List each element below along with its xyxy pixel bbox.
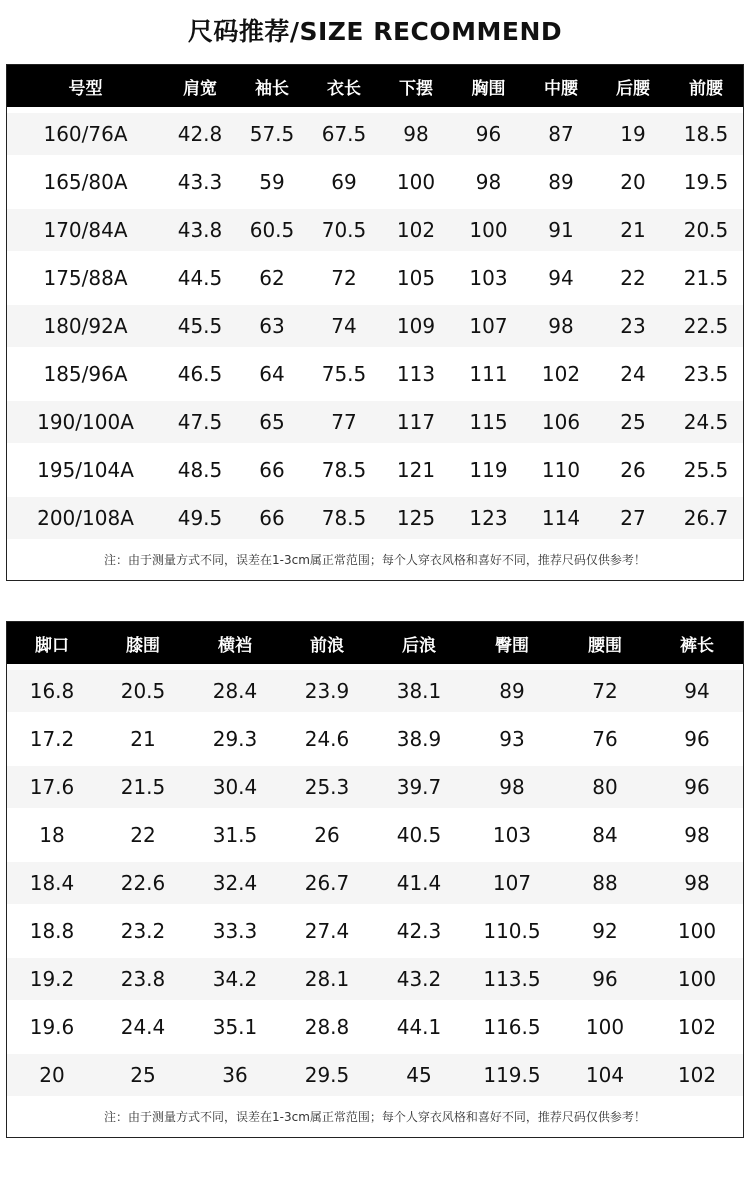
table-cell: 21 [597,206,669,254]
table-cell: 110 [525,446,597,494]
table-cell: 25 [597,398,669,446]
table-cell: 25.3 [281,763,373,811]
table-cell: 98 [452,158,525,206]
table-cell: 94 [651,667,743,715]
table-cell: 87 [525,110,597,158]
table-cell: 64 [236,350,308,398]
table-cell: 98 [525,302,597,350]
top-size-table [7,65,743,539]
table-cell: 47.5 [164,398,236,446]
table-cell: 32.4 [189,859,281,907]
table-cell: 23.5 [669,350,743,398]
col-header: 膝围 [97,622,189,667]
table-cell: 74 [308,302,380,350]
table-cell: 43.3 [164,158,236,206]
table-row [7,350,743,398]
table-cell: 121 [380,446,452,494]
table-cell: 78.5 [308,494,380,539]
col-header: 胸围 [452,65,525,110]
top-table-body [7,110,743,539]
table-cell: 119 [452,446,525,494]
table-cell: 96 [452,110,525,158]
table-cell: 105 [380,254,452,302]
table-cell: 43.8 [164,206,236,254]
table-cell: 106 [525,398,597,446]
table-row [7,494,743,539]
row-label-cell: 20 [7,1051,97,1096]
table-row [7,302,743,350]
bottom-table-body [7,667,743,1096]
table-cell: 96 [651,715,743,763]
col-header: 横裆 [189,622,281,667]
col-header: 肩宽 [164,65,236,110]
table-cell: 116.5 [465,1003,559,1051]
table-row [7,811,743,859]
table-cell: 104 [559,1051,651,1096]
table-cell: 67.5 [308,110,380,158]
table-cell: 24.5 [669,398,743,446]
page-title: 尺码推荐/SIZE RECOMMEND [187,17,563,46]
table-cell: 31.5 [189,811,281,859]
row-label-cell: 190/100A [7,398,164,446]
table-row [7,763,743,811]
row-label-cell: 16.8 [7,667,97,715]
top-table-header-row [7,65,743,110]
table-cell: 63 [236,302,308,350]
row-label-cell: 170/84A [7,206,164,254]
table-cell: 23.2 [97,907,189,955]
table-cell: 70.5 [308,206,380,254]
table-cell: 100 [651,955,743,1003]
table-row [7,667,743,715]
table-cell: 102 [380,206,452,254]
table-cell: 100 [380,158,452,206]
table-cell: 91 [525,206,597,254]
table-cell: 48.5 [164,446,236,494]
table-cell: 45.5 [164,302,236,350]
table-cell: 29.3 [189,715,281,763]
top-size-table-panel [6,64,744,581]
table-cell: 26.7 [281,859,373,907]
table-row [7,254,743,302]
row-label-cell: 19.2 [7,955,97,1003]
table-cell: 26.7 [669,494,743,539]
table-cell: 113.5 [465,955,559,1003]
table-cell: 59 [236,158,308,206]
row-label-cell: 17.2 [7,715,97,763]
table-cell: 123 [452,494,525,539]
table-cell: 22 [97,811,189,859]
table-cell: 25.5 [669,446,743,494]
table-row [7,1003,743,1051]
table-cell: 94 [525,254,597,302]
table-cell: 24.4 [97,1003,189,1051]
table-cell: 72 [559,667,651,715]
table-cell: 33.3 [189,907,281,955]
table-cell: 88 [559,859,651,907]
table-cell: 26 [281,811,373,859]
table-cell: 44.1 [373,1003,465,1051]
table-cell: 45 [373,1051,465,1096]
table-cell: 21 [97,715,189,763]
table-cell: 34.2 [189,955,281,1003]
table-row [7,158,743,206]
table-cell: 57.5 [236,110,308,158]
table-cell: 20.5 [97,667,189,715]
row-label-cell: 19.6 [7,1003,97,1051]
table-cell: 42.3 [373,907,465,955]
table-row [7,1051,743,1096]
table-cell: 111 [452,350,525,398]
table-cell: 102 [525,350,597,398]
table-cell: 23.8 [97,955,189,1003]
table-cell: 22 [597,254,669,302]
col-header: 脚口 [7,622,97,667]
table-row [7,446,743,494]
col-header: 衣长 [308,65,380,110]
table-cell: 46.5 [164,350,236,398]
row-label-cell: 165/80A [7,158,164,206]
table-cell: 66 [236,494,308,539]
table-cell: 66 [236,446,308,494]
table-cell: 72 [308,254,380,302]
table-cell: 114 [525,494,597,539]
table-cell: 100 [559,1003,651,1051]
col-header: 后腰 [597,65,669,110]
table-cell: 28.8 [281,1003,373,1051]
col-header: 前腰 [669,65,743,110]
table-cell: 107 [465,859,559,907]
table-cell: 107 [452,302,525,350]
table-cell: 117 [380,398,452,446]
table-cell: 21.5 [97,763,189,811]
table-cell: 24 [597,350,669,398]
table-cell: 69 [308,158,380,206]
table-cell: 102 [651,1003,743,1051]
table-cell: 98 [465,763,559,811]
table-cell: 27 [597,494,669,539]
table-cell: 19.5 [669,158,743,206]
table-row [7,110,743,158]
bottom-table-header-row [7,622,743,667]
row-label-cell: 17.6 [7,763,97,811]
table-cell: 38.9 [373,715,465,763]
col-header: 袖长 [236,65,308,110]
table-row [7,955,743,1003]
table-cell: 84 [559,811,651,859]
table-cell: 100 [651,907,743,955]
table-cell: 103 [452,254,525,302]
table-cell: 78.5 [308,446,380,494]
table-row [7,859,743,907]
table-cell: 96 [559,955,651,1003]
col-header: 下摆 [380,65,452,110]
table-cell: 49.5 [164,494,236,539]
col-header: 臀围 [465,622,559,667]
col-header: 后浪 [373,622,465,667]
table-cell: 125 [380,494,452,539]
table-cell: 24.6 [281,715,373,763]
table-cell: 98 [380,110,452,158]
table-cell: 42.8 [164,110,236,158]
table-cell: 102 [651,1051,743,1096]
table-cell: 62 [236,254,308,302]
table-cell: 23 [597,302,669,350]
table-cell: 98 [651,811,743,859]
row-label-cell: 200/108A [7,494,164,539]
measurement-note: 注：由于测量方式不同，误差在1-3cm属正常范围；每个人穿衣风格和喜好不同，推荐尺码仅供参考！ [104,1110,646,1124]
table-cell: 96 [651,763,743,811]
table-cell: 77 [308,398,380,446]
table-cell: 89 [525,158,597,206]
row-label-cell: 160/76A [7,110,164,158]
table-cell: 89 [465,667,559,715]
table-cell: 76 [559,715,651,763]
row-label-cell: 185/96A [7,350,164,398]
col-header: 前浪 [281,622,373,667]
table-cell: 38.1 [373,667,465,715]
table-row [7,907,743,955]
col-header: 腰围 [559,622,651,667]
table-cell: 92 [559,907,651,955]
bottom-size-table [7,622,743,1096]
table-cell: 60.5 [236,206,308,254]
table-cell: 18.5 [669,110,743,158]
table-row [7,398,743,446]
table-cell: 43.2 [373,955,465,1003]
row-label-cell: 18.4 [7,859,97,907]
col-header: 中腰 [525,65,597,110]
table-cell: 39.7 [373,763,465,811]
table-cell: 103 [465,811,559,859]
table-cell: 109 [380,302,452,350]
table-cell: 40.5 [373,811,465,859]
table-cell: 110.5 [465,907,559,955]
table-cell: 35.1 [189,1003,281,1051]
bottom-size-table-panel [6,621,744,1138]
table-cell: 44.5 [164,254,236,302]
row-label-cell: 18.8 [7,907,97,955]
table-row [7,715,743,763]
table-cell: 41.4 [373,859,465,907]
row-label-cell: 175/88A [7,254,164,302]
table-cell: 100 [452,206,525,254]
row-label-cell: 18 [7,811,97,859]
table-cell: 19 [597,110,669,158]
table-cell: 93 [465,715,559,763]
table-cell: 80 [559,763,651,811]
table-cell: 36 [189,1051,281,1096]
table-cell: 75.5 [308,350,380,398]
table-cell: 119.5 [465,1051,559,1096]
table-cell: 27.4 [281,907,373,955]
measurement-note: 注：由于测量方式不同，误差在1-3cm属正常范围；每个人穿衣风格和喜好不同，推荐尺码仅供参考！ [104,553,646,567]
table-cell: 22.5 [669,302,743,350]
table-cell: 21.5 [669,254,743,302]
table-cell: 30.4 [189,763,281,811]
table-cell: 28.4 [189,667,281,715]
table-cell: 29.5 [281,1051,373,1096]
table-row [7,206,743,254]
row-label-cell: 195/104A [7,446,164,494]
table-cell: 113 [380,350,452,398]
table-cell: 20.5 [669,206,743,254]
table-cell: 25 [97,1051,189,1096]
col-header: 号型 [7,65,164,110]
table-cell: 26 [597,446,669,494]
col-header: 裤长 [651,622,743,667]
table-cell: 115 [452,398,525,446]
table-cell: 20 [597,158,669,206]
table-cell: 22.6 [97,859,189,907]
table-cell: 65 [236,398,308,446]
table-cell: 98 [651,859,743,907]
table-cell: 23.9 [281,667,373,715]
row-label-cell: 180/92A [7,302,164,350]
table-cell: 28.1 [281,955,373,1003]
